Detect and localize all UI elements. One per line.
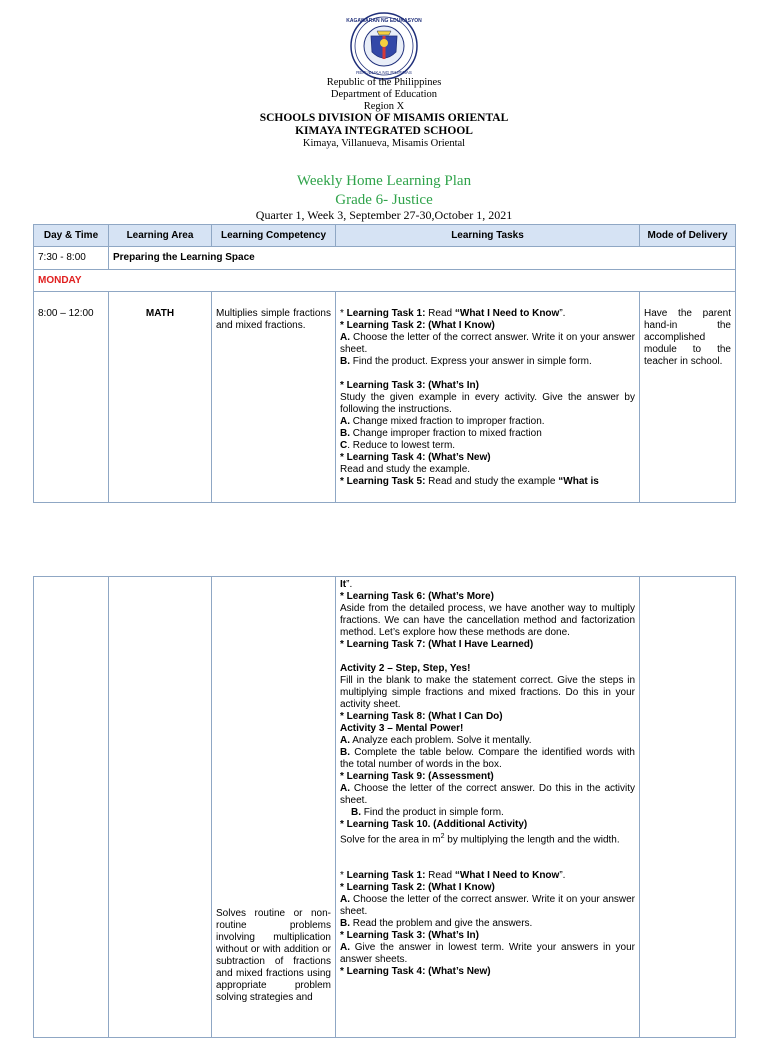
time-cell: 8:00 – 12:00 (34, 292, 109, 503)
task-9: * Learning Task 9: (Assessment) (340, 771, 494, 782)
task-10: * Learning Task 10. (Additional Activity) (340, 819, 528, 830)
learning-plan-table-continued (33, 576, 736, 1038)
table-row (34, 247, 736, 270)
quarter-week: Quarter 1, Week 3, September 27-30,October 1, 2021 (255, 208, 513, 222)
next-task-2-b: B. Read the problem and give the answers. (340, 918, 533, 930)
activity-2-text: Fill in the blank to make the statement correct. Give the steps in multiplying simple fractions and mixed fractions. Do this in your activity sheet. (340, 675, 635, 710)
activity-3: Activity 3 – Mental Power! (340, 723, 464, 734)
task-9-b: B. Find the product in simple form. (351, 807, 504, 818)
competency-cell-2: Solves routine or non-routine problems involving multiplication without or with addition or subtraction of fractions and mixed fractions using appropriate problem solving strategies and (212, 577, 336, 1038)
task-3-c: C. Reduce to lowest term. (340, 440, 456, 451)
activity-3-b: B. Complete the table below. Compare the identified words with the total number of words in the box. (340, 747, 635, 770)
table-header-row (34, 225, 736, 247)
school-name: KIMAYA INTEGRATED SCHOOL (295, 125, 473, 137)
tasks-cell-continued (336, 577, 640, 1038)
task-9-a: A. Choose the letter of the correct answer. Do this in the activity sheet. (340, 783, 635, 806)
grade-section: Grade 6- Justice (335, 192, 433, 208)
task-3: * Learning Task 3: (What’s In) (340, 380, 479, 391)
prep-label: Preparing the Learning Space (109, 247, 736, 270)
task-10-text: Solve for the area in $m^2$ by multiplying the length and the width. (340, 833, 620, 846)
plan-title: Weekly Home Learning Plan (296, 173, 472, 189)
col-header-tasks: Learning Tasks (336, 225, 640, 247)
task-6-text: Aside from the detailed process, we have another way to multiply fractions. We can have the cancellation method and factorization method. Let’s explore how these methods are done. (340, 603, 635, 638)
task-1: * Learning Task 1: Read “What I Need to Know”. (340, 308, 566, 319)
task-8: * Learning Task 8: (What I Can Do) (340, 711, 503, 722)
division-name: SCHOOLS DIVISION OF MISAMIS ORIENTAL (259, 112, 509, 124)
next-task-3: * Learning Task 3: (What’s In) (340, 930, 479, 942)
task-2-a: A. Choose the letter of the correct answer. Write it on your answer sheet. (340, 332, 635, 355)
next-task-3-a: A. Give the answer in lowest term. Write your answers in your answer sheets. (340, 942, 635, 966)
task-5-continued: It”. (340, 579, 353, 590)
table-row (34, 577, 736, 1038)
delivery-cell: Have the parent hand-in the accomplished module to the teacher in school. (640, 292, 736, 503)
prep-time: 7:30 - 8:00 (34, 247, 109, 270)
header-line-2: Department of Education (330, 89, 438, 100)
task-2-b: B. Find the product. Express your answer in simple form. (340, 356, 592, 367)
next-task-2-a: A. Choose the letter of the correct answer. Write it on your answer sheet. (340, 894, 635, 918)
next-task-2: * Learning Task 2: (What I Know) (340, 882, 495, 894)
task-6: * Learning Task 6: (What’s More) (340, 591, 494, 602)
task-4-text: Read and study the example. (340, 464, 471, 475)
col-header-day-time: Day & Time (34, 225, 109, 247)
task-7: * Learning Task 7: (What I Have Learned) (340, 639, 534, 650)
time-cell-continued (34, 577, 109, 1038)
col-header-learning-area: Learning Area (109, 225, 212, 247)
col-header-competency: Learning Competency (212, 225, 336, 247)
col-header-delivery: Mode of Delivery (640, 225, 736, 247)
header-line-1: Republic of the Philippines (326, 77, 442, 88)
day-label: MONDAY (34, 270, 736, 292)
task-2: * Learning Task 2: (What I Know) (340, 320, 495, 331)
header-line-3: Region X (363, 101, 405, 112)
delivery-cell-continued (640, 577, 736, 1038)
svg-text:REPUBLIKA NG PILIPINAS: REPUBLIKA NG PILIPINAS (356, 70, 412, 75)
next-task-1: * Learning Task 1: Read “What I Need to Know”. (340, 870, 566, 882)
learning-plan-table (33, 224, 736, 503)
tasks-cell (336, 292, 640, 503)
deped-seal-icon (346, 12, 422, 80)
learning-area-cell: MATH (109, 292, 212, 503)
activity-3-a: A. Analyze each problem. Solve it mentally. (340, 735, 532, 746)
svg-text:KAGAWARAN NG EDUKASYON: KAGAWARAN NG EDUKASYON (346, 18, 422, 24)
table-row (34, 270, 736, 292)
task-3-a: A. Change mixed fraction to improper fraction. (340, 416, 545, 427)
next-task-4: * Learning Task 4: (What’s New) (340, 966, 491, 978)
task-5: * Learning Task 5: Read and study the example “What is (340, 476, 599, 487)
learning-area-cell-continued (109, 577, 212, 1038)
school-address: Kimaya, Villanueva, Misamis Oriental (302, 138, 466, 149)
task-3-b: B. Change improper fraction to mixed fraction (340, 428, 542, 439)
competency-cell: Multiplies simple fractions and mixed fractions. (212, 292, 336, 503)
activity-2: Activity 2 – Step, Step, Yes! (340, 663, 471, 674)
task-4: * Learning Task 4: (What’s New) (340, 452, 491, 463)
task-3-text: Study the given example in every activity. Give the answer by following the instructions. (340, 392, 635, 415)
table-row (34, 292, 736, 503)
